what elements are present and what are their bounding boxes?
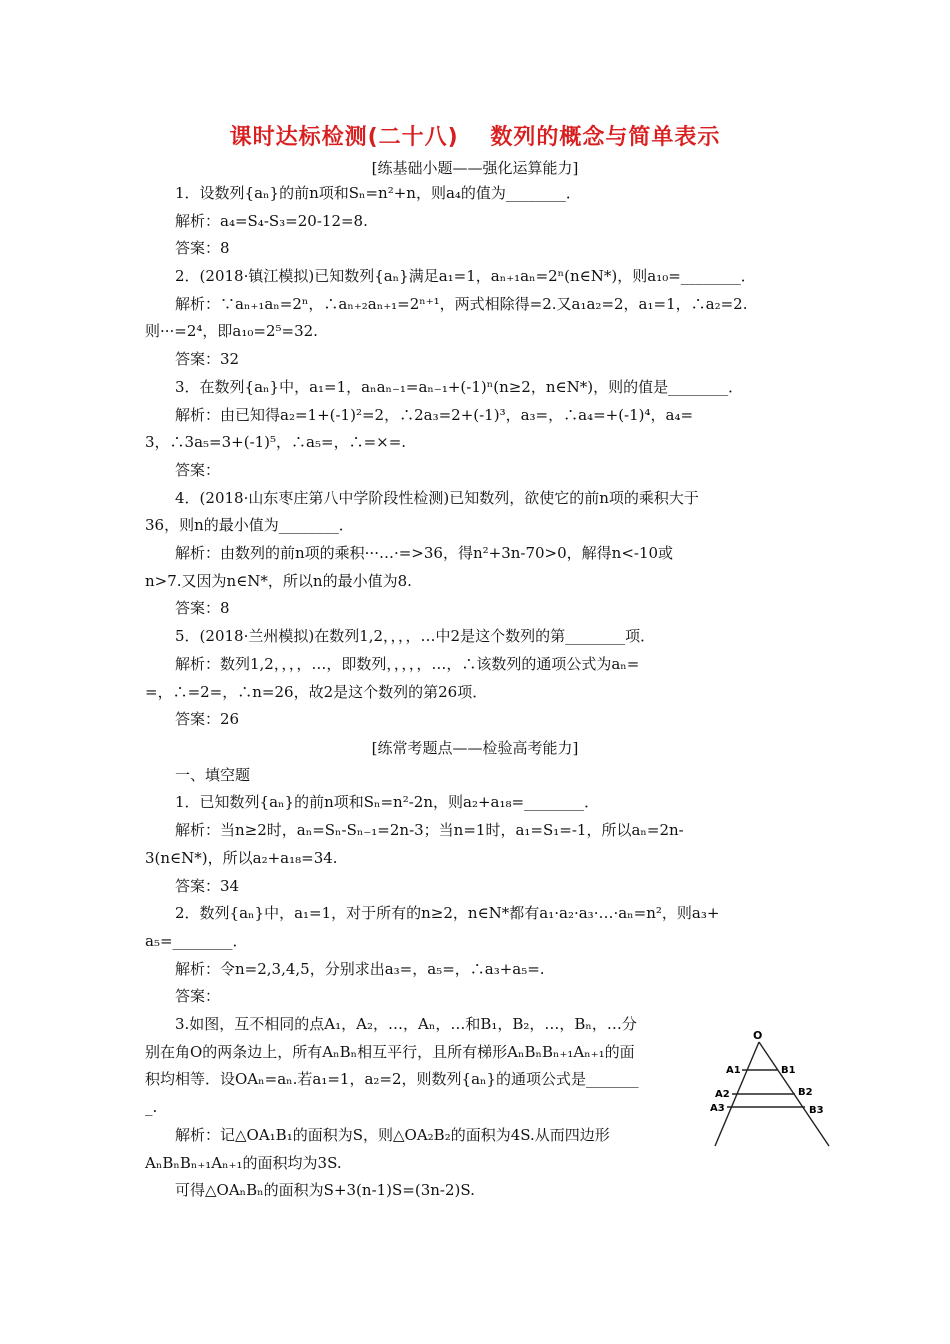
q3-stem: 3．在数列{aₙ}中，a₁=1，aₙaₙ₋₁=aₙ₋₁+(-1)ⁿ(n≥2，n∈N*)，则的值是________． [175, 378, 744, 396]
label-b3: B3 [809, 1105, 824, 1116]
p3-solution-cont: AₙBₙBₙ₊₁Aₙ₊₁的面积均为3S. [145, 1154, 342, 1172]
q1-answer: 答案：8 [175, 239, 230, 257]
label-o: O [753, 1029, 763, 1042]
q3-solution-cont: 3，∴3a₅=3+(-1)⁵，∴a₅=，∴=×=. [145, 433, 407, 451]
p2-answer: 答案： [175, 987, 221, 1005]
q3-answer: 答案： [175, 461, 221, 479]
q2-solution-cont: 则···=2⁴，即a₁₀=2⁵=32. [145, 322, 318, 340]
p3-stem-cont: 别在角O的两条边上，所有AₙBₙ相互平行，且所有梯形AₙBₙBₙ₊₁Aₙ₊₁的面 [145, 1043, 635, 1061]
p3-solution-cont2: 可得△OAₙBₙ的面积为S+3(n-1)S=(3n-2)S. [175, 1181, 475, 1199]
q4-stem: 4．(2018·山东枣庄第八中学阶段性检测)已知数列，欲使它的前n项的乘积大于 [175, 489, 699, 507]
p2-stem-cont: a₅=________． [145, 932, 248, 950]
p3-solution: 解析：记△OA₁B₁的面积为S，则△OA₂B₂的面积为4S.从而四边形 [175, 1126, 610, 1144]
label-b1: B1 [781, 1065, 796, 1076]
q1-stem: 1．设数列{aₙ}的前n项和Sₙ=n²+n，则a₄的值为________． [175, 184, 581, 202]
label-a2: A2 [715, 1089, 730, 1100]
p1-solution: 解析：当n≥2时，aₙ=Sₙ-Sₙ₋₁=2n-3；当n=1时，a₁=S₁=-1，所以aₙ=2n- [175, 821, 684, 839]
part-heading-fill-blank: 一、填空题 [175, 766, 251, 784]
q2-stem: 2．(2018·镇江模拟)已知数列{aₙ}满足a₁=1，aₙ₊₁aₙ=2ⁿ(n∈N*)，则a₁₀=________． [175, 267, 756, 285]
q5-answer: 答案：26 [175, 710, 240, 728]
q5-stem: 5．(2018·兰州模拟)在数列1,2，，，，…中2是这个数列的第________项． [175, 627, 656, 645]
q5-solution: 解析：数列1,2，，，，…，即数列，，，，，…，∴该数列的通项公式为aₙ= [175, 655, 640, 673]
label-b2: B2 [798, 1087, 813, 1098]
p3-stem-cont2: 积均相等．设OAₙ=aₙ.若a₁=1，a₂=2，则数列{aₙ}的通项公式是_______ [145, 1070, 639, 1088]
q4-stem-cont: 36，则n的最小值为________． [145, 516, 354, 534]
q2-answer: 答案：32 [175, 350, 240, 368]
p2-stem: 2．数列{aₙ}中，a₁=1，对于所有的n≥2，n∈N*都有a₁·a₂·a₃·…·aₙ=n²，则a₃+ [175, 904, 720, 922]
trapezoid-figure [705, 1028, 840, 1153]
section-header-basic: [练基础小题——强化运算能力] [371, 159, 579, 177]
p2-solution: 解析：令n=2,3,4,5，分别求出a₃=，a₅=，∴a₃+a₅=. [175, 960, 545, 978]
p1-answer: 答案：34 [175, 877, 240, 895]
p3-stem: 3.如图，互不相同的点A₁，A₂，…，Aₙ，…和B₁，B₂，…，Bₙ，…分 [175, 1015, 637, 1033]
p1-solution-cont: 3(n∈N*)，所以a₂+a₁₈=34. [145, 849, 338, 867]
q4-solution: 解析：由数列的前n项的乘积···…·=>36，得n²+3n-70>0，解得n<-10或 [175, 544, 674, 562]
q5-solution-cont: =，∴=2=，∴n=26，故2是这个数列的第26项． [145, 683, 488, 701]
q3-solution: 解析：由已知得a₂=1+(-1)²=2，∴2a₃=2+(-1)³，a₃=，∴a₄=+(-1)⁴，a₄= [175, 406, 694, 424]
q1-solution: 解析：a₄=S₄-S₃=20-12=8. [175, 212, 368, 230]
page-title: 课时达标检测(二十八) 数列的概念与简单表示 [229, 125, 721, 150]
section-header-exam: [练常考题点——检验高考能力] [371, 739, 579, 757]
q4-answer: 答案：8 [175, 599, 230, 617]
label-a1: A1 [726, 1065, 741, 1076]
q4-solution-cont: n>7.又因为n∈N*，所以n的最小值为8. [145, 572, 412, 590]
p3-stem-cont3: _. [145, 1098, 158, 1116]
q2-solution: 解析：∵aₙ₊₁aₙ=2ⁿ，∴aₙ₊₂aₙ₊₁=2ⁿ⁺¹，两式相除得=2.又a₁a₂=2，a₁=1，∴a₂=2. [175, 295, 748, 313]
label-a3: A3 [710, 1103, 725, 1114]
p1-stem: 1．已知数列{aₙ}的前n项和Sₙ=n²-2n，则a₂+a₁₈=________． [175, 793, 600, 811]
